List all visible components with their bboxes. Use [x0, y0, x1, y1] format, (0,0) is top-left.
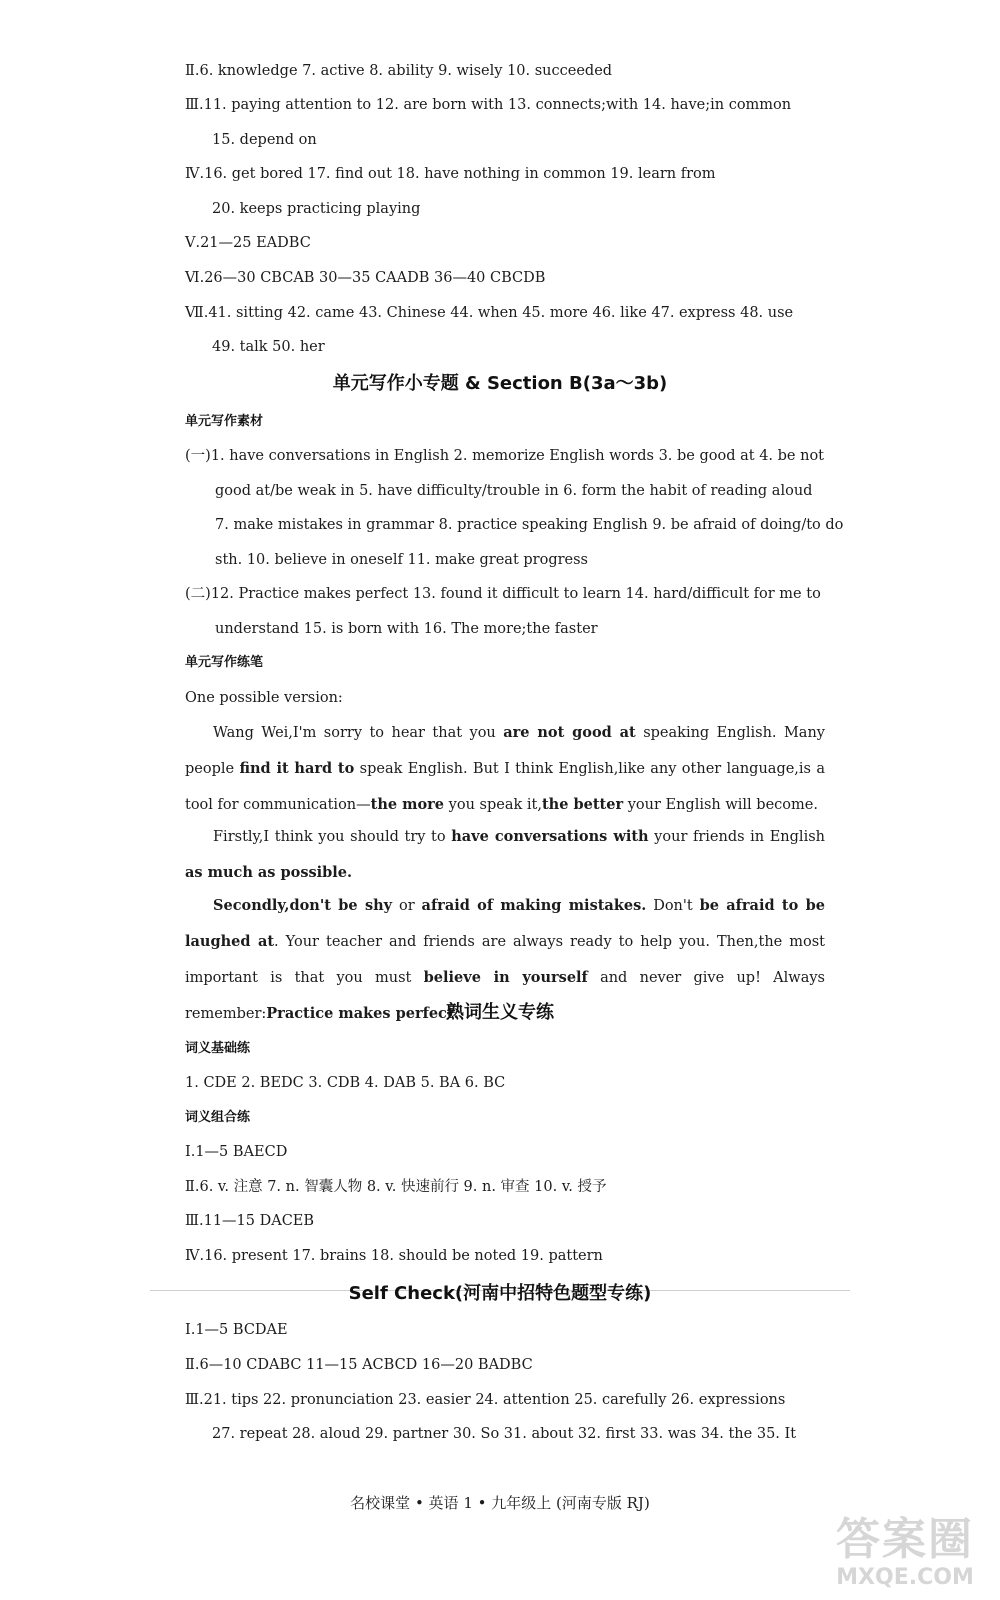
essay-paragraph-2	[185, 819, 825, 891]
essay-keyphrase: believe in yourself	[423, 969, 588, 986]
essay-text: Wang Wei,I'm sorry to hear that you	[213, 725, 504, 741]
version-label: One possible version:	[185, 690, 343, 706]
essay-keyphrase: be afraid to be laughed at	[185, 897, 825, 950]
essay-keyphrase: are not good at	[503, 724, 636, 741]
answer-line: (一)1. have conversations in English 2. memorize English words 3. be good at 4. be not	[185, 448, 825, 464]
answer-line: Ⅲ.11—15 DACEB	[185, 1213, 315, 1229]
essay-paragraph-1	[185, 715, 825, 823]
answer-line: Ⅱ.6—10 CDABC 11—15 ACBCD 16—20 BADBC	[185, 1357, 533, 1373]
section-title-words: 熟词生义专练	[446, 1002, 554, 1023]
essay-text: speaking English. Many people	[185, 725, 825, 777]
answer-line: Ⅳ.16. present 17. brains 18. should be noted 19. pattern	[185, 1248, 603, 1264]
subheading-combo: 词义组合练	[185, 1110, 251, 1125]
essay-keyphrase: Practice makes perfect.	[266, 1005, 459, 1022]
answer-line: (二)12. Practice makes perfect 13. found it difficult to learn 14. hard/difficult for me to	[185, 586, 821, 602]
essay-keyphrase: the more	[370, 796, 445, 813]
essay-keyphrase: afraid of making mistakes.	[421, 897, 647, 914]
section-title-selfcheck: Self Check(河南中招特色题型专练)	[348, 1283, 652, 1304]
subheading-practice: 单元写作练笔	[185, 655, 264, 670]
essay-text: and never give up! Always remember:	[185, 970, 825, 1022]
answer-line: Ⅴ.21—25 EADBC	[185, 235, 311, 251]
essay-text: your friends in English	[648, 829, 825, 845]
watermark-text: 答案圈	[836, 1514, 974, 1565]
page-footer: 名校课堂 • 英语 1 • 九年级上 (河南专版 RJ)	[350, 1494, 650, 1512]
answer-line: 49. talk 50. her	[212, 339, 325, 355]
answer-line: Ⅲ.11. paying attention to 12. are born with 13. connects;with 14. have;in common	[185, 97, 792, 113]
answer-line: good at/be weak in 5. have difficulty/trouble in 6. form the habit of reading aloud	[215, 483, 813, 499]
answer-line: 1. CDE 2. BEDC 3. CDB 4. DAB 5. BA 6. BC	[185, 1075, 506, 1091]
essay-text: Firstly,I think you should try to	[213, 829, 452, 845]
answer-line: Ⅲ.21. tips 22. pronunciation 23. easier 24. attention 25. carefully 26. expressions	[185, 1392, 786, 1408]
essay-text: your English will become.	[623, 797, 818, 813]
answer-line: Ⅱ.6. knowledge 7. active 8. ability 9. wisely 10. succeeded	[185, 63, 613, 79]
answer-line: Ⅵ.26—30 CBCAB 30—35 CAADB 36—40 CBCDB	[185, 270, 546, 286]
essay-text: you speak it,	[444, 797, 542, 813]
subheading-materials: 单元写作素材	[185, 414, 264, 429]
answer-line: Ⅰ.1—5 BCDAE	[185, 1322, 288, 1338]
essay-text: speak English. But I think English,like any other language,is a tool for communication—	[185, 761, 825, 813]
essay-keyphrase: the better	[541, 796, 624, 813]
watermark-logo	[820, 1515, 990, 1595]
essay-keyphrase: as much as possible.	[185, 864, 353, 881]
answer-line: 27. repeat 28. aloud 29. partner 30. So 31. about 32. first 33. was 34. the 35. It	[212, 1426, 797, 1442]
answer-line: Ⅶ.41. sitting 42. came 43. Chinese 44. when 45. more 46. like 47. express 48. use	[185, 305, 794, 321]
essay-keyphrase: have conversations with	[451, 828, 649, 845]
answer-line: understand 15. is born with 16. The more;the faster	[215, 621, 598, 637]
essay-text: . Your teacher and friends are always ready to help you. Then,the most important is that you must	[185, 934, 826, 986]
watermark-url: MXQE.COM	[836, 1565, 974, 1590]
subheading-basic: 词义基础练	[185, 1041, 251, 1056]
essay-text: or	[392, 898, 422, 914]
answer-line: 7. make mistakes in grammar 8. practice speaking English 9. be afraid of doing/to do	[215, 517, 844, 533]
answer-line: 20. keeps practicing playing	[212, 201, 421, 217]
answer-line: Ⅱ.6. v. 注意 7. n. 智囊人物 8. v. 快速前行 9. n. 审查 10. v. 授予	[185, 1179, 607, 1195]
section-title-writing: 单元写作小专题 & Section B(3a～3b)	[332, 373, 668, 394]
essay-keyphrase: Secondly,don't be shy	[213, 897, 393, 914]
answer-line: sth. 10. believe in oneself 11. make great progress	[215, 552, 588, 568]
essay-keyphrase: find it hard to	[239, 760, 355, 777]
answer-line: Ⅰ.1—5 BAECD	[185, 1144, 288, 1160]
answer-line: Ⅳ.16. get bored 17. find out 18. have nothing in common 19. learn from	[185, 166, 716, 182]
answer-line: 15. depend on	[212, 132, 317, 148]
essay-text: Don't	[646, 898, 700, 914]
